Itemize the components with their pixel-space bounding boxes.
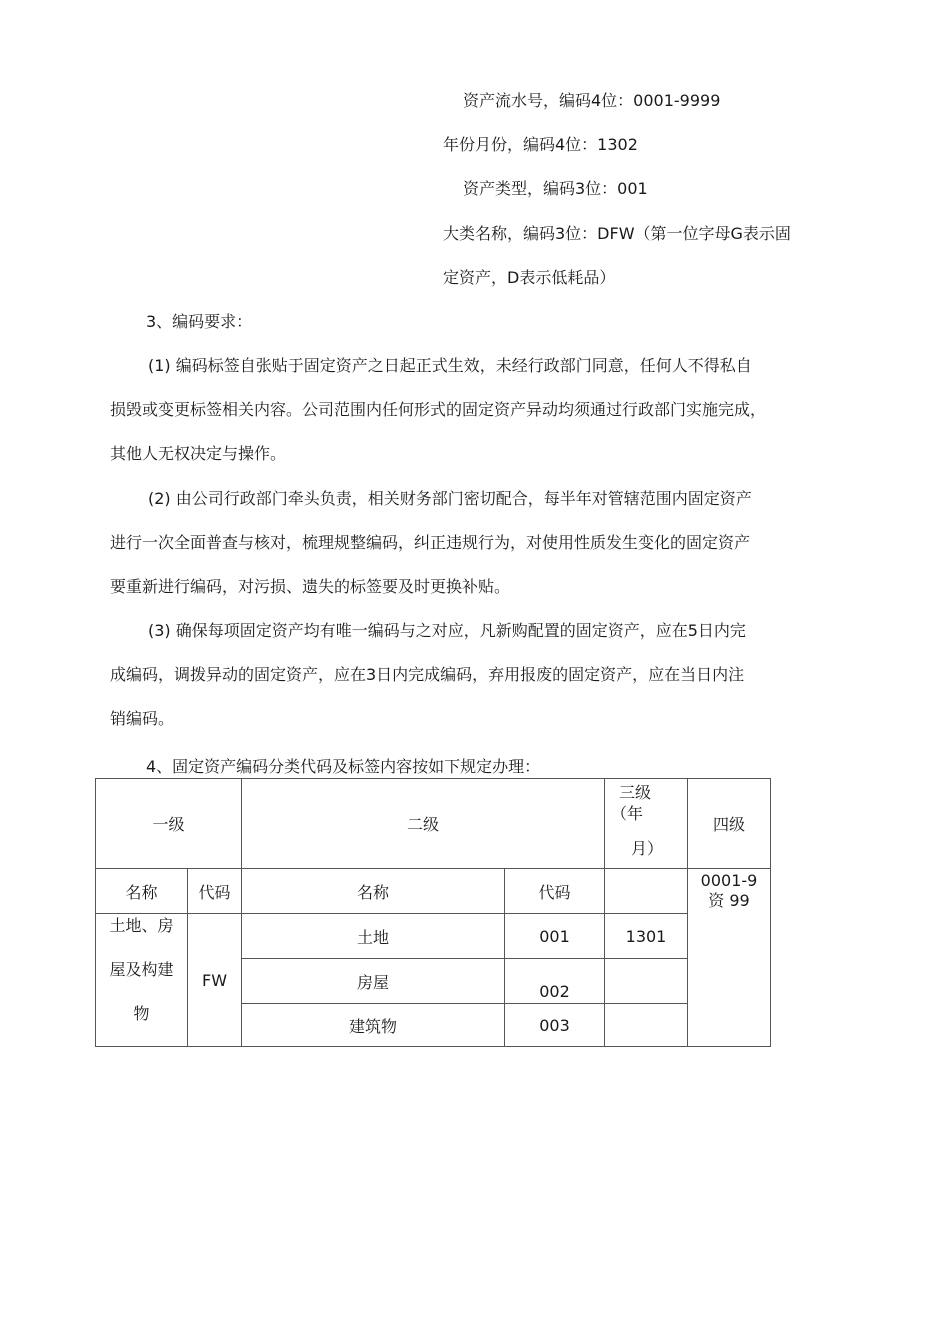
subcategory-code: 003: [505, 1004, 605, 1047]
paragraph-line: 要重新进行编码，对污损、遗失的标签要及时更换补贴。: [110, 577, 511, 596]
header-level-4: 四级: [688, 779, 771, 869]
category-line: 屋及构建: [109, 960, 174, 979]
serial-range-cell: [688, 869, 771, 1047]
header-level-1: 一级: [96, 779, 242, 869]
col-name: 名称: [96, 869, 188, 914]
category-line: 土地、房: [109, 916, 174, 935]
header-line-serial: 资产流水号，编码4位：0001-9999: [463, 91, 721, 110]
header-line-category-cont: 定资产，D表示低耗品）: [443, 268, 616, 287]
serial-line: 资 99: [708, 891, 750, 910]
section-4-heading: 4、固定资产编码分类代码及标签内容按如下规定办理：: [146, 757, 541, 776]
paragraph-line: 成编码，调拨异动的固定资产，应在3日内完成编码，弃用报废的固定资产，应在当日内注: [110, 665, 745, 684]
serial-line: 0001-9: [700, 871, 758, 890]
level3-line: 月）: [631, 839, 664, 858]
level3-line: 三级: [619, 783, 652, 802]
empty-cell: [605, 869, 688, 914]
category-line: 物: [133, 1004, 150, 1023]
category-name-cell: [96, 914, 188, 1047]
year-month-cell: 1301: [605, 914, 688, 959]
year-month-cell: [605, 959, 688, 1004]
header-level-2: 二级: [242, 779, 605, 869]
subcategory-name: 房屋: [242, 959, 505, 1004]
subcategory-name: 建筑物: [242, 1004, 505, 1047]
paragraph-line: (3) 确保每项固定资产均有唯一编码与之对应，凡新购配置的固定资产，应在5日内完: [148, 621, 746, 640]
subcategory-code: 002: [505, 959, 605, 1004]
header-line-type: 资产类型，编码3位：001: [463, 179, 648, 198]
paragraph-line: 损毁或变更标签相关内容。公司范围内任何形式的固定资产异动均须通过行政部门实施完成，: [110, 400, 767, 419]
header-level-3: [605, 779, 688, 869]
requirement-paragraph-1: [110, 344, 840, 476]
col-code: 代码: [188, 869, 242, 914]
header-line-category: 大类名称，编码3位：DFW（第一位字母G表示固: [443, 224, 791, 243]
paragraph-line: (1) 编码标签自张贴于固定资产之日起正式生效，未经行政部门同意，任何人不得私自: [148, 356, 752, 375]
header-line-yearmonth: 年份月份，编码4位：1302: [443, 135, 638, 154]
paragraph-line: 其他人无权决定与操作。: [110, 444, 287, 463]
paragraph-line: 销编码。: [110, 709, 175, 728]
requirement-paragraph-2: [110, 477, 840, 609]
paragraph-line: 进行一次全面普查与核对，梳理规整编码，纠正违规行为，对使用性质发生变化的固定资产: [110, 533, 751, 552]
asset-code-table: [95, 778, 771, 1047]
year-month-cell: [605, 1004, 688, 1047]
category-code-cell: FW: [188, 914, 242, 1047]
paragraph-line: (2) 由公司行政部门牵头负责，相关财务部门密切配合，每半年对管辖范围内固定资产: [148, 489, 752, 508]
col-code: 代码: [505, 869, 605, 914]
subcategory-name: 土地: [242, 914, 505, 959]
requirement-paragraph-3: [110, 609, 840, 741]
section-3-heading: 3、编码要求：: [146, 312, 253, 331]
col-name: 名称: [242, 869, 505, 914]
subcategory-code: 001: [505, 914, 605, 959]
level3-line: （年: [611, 804, 644, 823]
